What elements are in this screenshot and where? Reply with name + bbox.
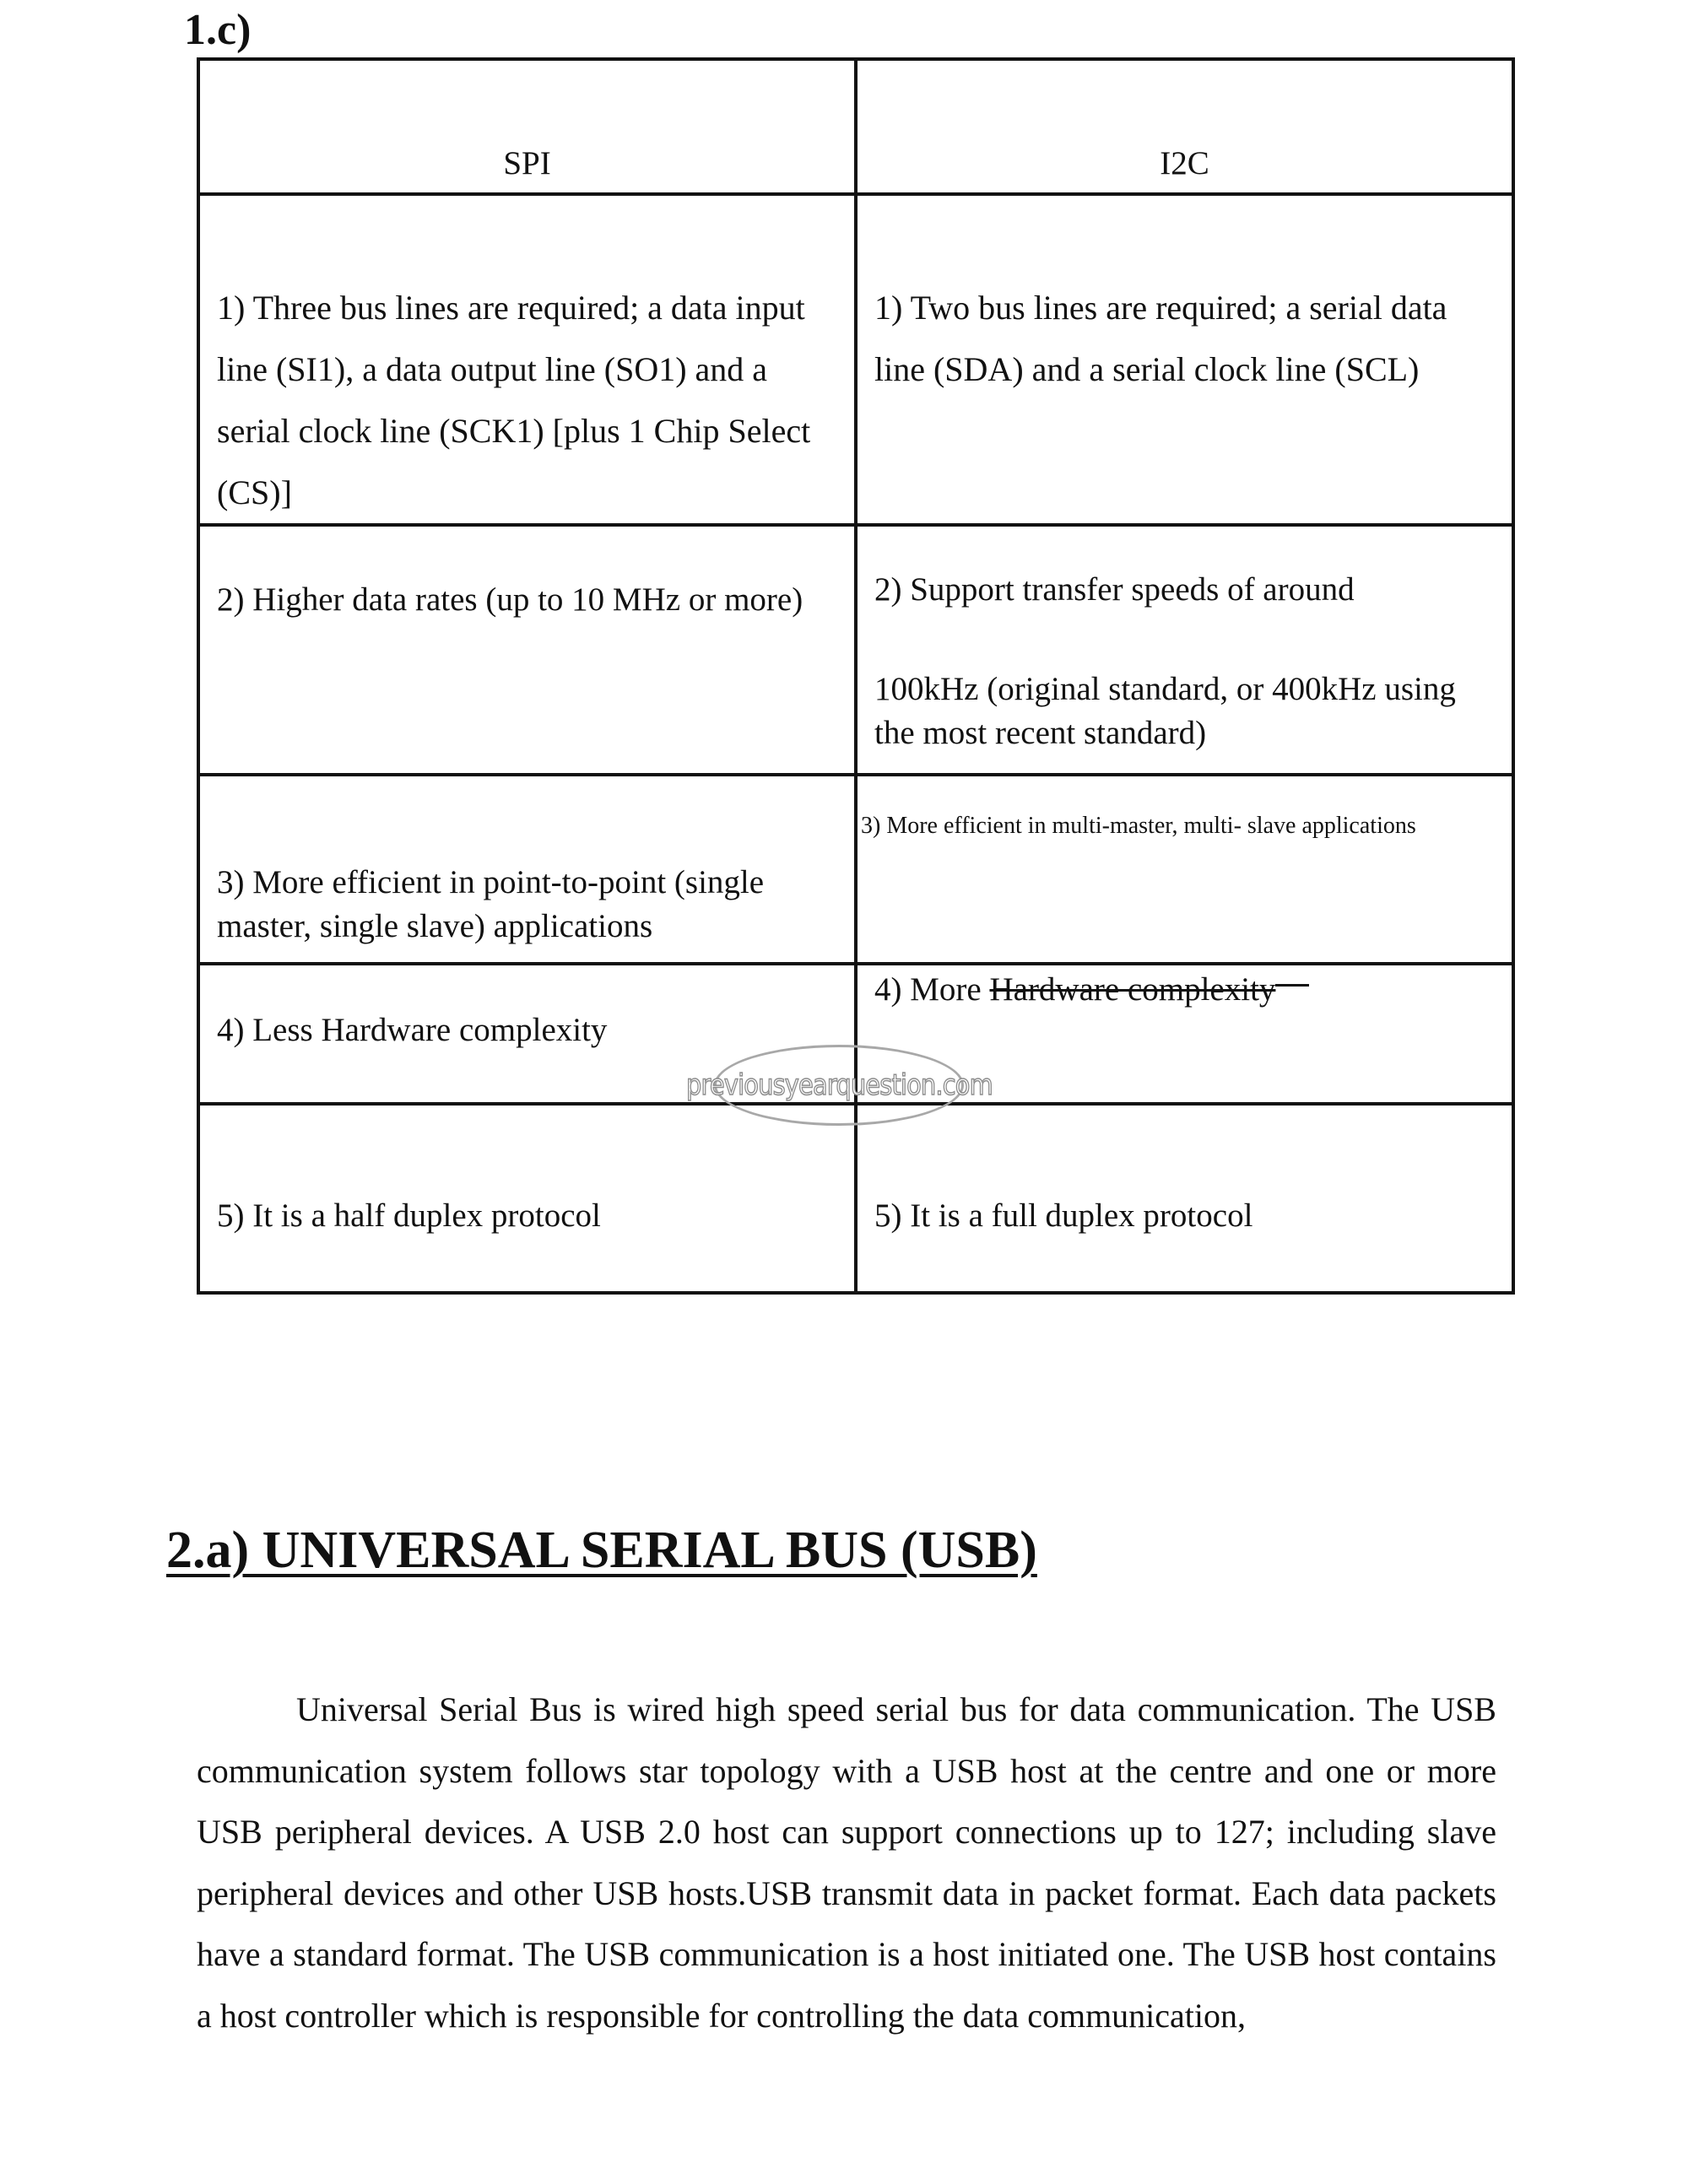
section-label: 1.c) bbox=[184, 6, 252, 54]
cell-spi bbox=[198, 1104, 856, 1293]
cell-text: 1) Two bus lines are required; a serial data line (SDA) and a serial clock line (SCL) bbox=[874, 289, 1447, 388]
body-paragraph: Universal Serial Bus is wired high speed serial bus for data communication. The USB communication system follows star topology with a USB host at the centre and one or more USB peripheral devices. A USB 2.0 host can support connections up to 127; including slave peripheral devices and other USB hosts.USB transmit data in packet format. Each data packets have a standard format. The USB communication is a host initiated one. The USB host contains a host controller which is responsible for controlling the data communication, bbox=[197, 1690, 1496, 2035]
cell-text: 2) Support transfer speeds of around bbox=[874, 571, 1355, 608]
cell-text: 5) It is a half duplex protocol bbox=[217, 1197, 601, 1234]
cell-text: 5) It is a full duplex protocol bbox=[874, 1197, 1253, 1234]
cell-spi bbox=[198, 775, 856, 964]
table-row bbox=[198, 1104, 1513, 1293]
cell-text: 1) Three bus lines are required; a data input line (SI1), a data output line (SO1) and a serial clock line (SCK1) [plus 1 Chip Select (CS)] bbox=[217, 289, 811, 511]
watermark-text: previousyearquestion.com bbox=[685, 1068, 993, 1102]
table-row bbox=[198, 194, 1513, 525]
cell-text: 4) Less Hardware complexity bbox=[217, 1012, 608, 1048]
cell-text: 3) More efficient in point-to-point (single master, single slave) applications bbox=[217, 864, 765, 944]
cell-text-prefix: 4) More bbox=[874, 971, 990, 1008]
header-i2c: I2C bbox=[856, 59, 1513, 194]
table-row bbox=[198, 775, 1513, 964]
header-spi: SPI bbox=[198, 59, 856, 194]
table-header-row bbox=[198, 59, 1513, 194]
cell-i2c bbox=[856, 194, 1513, 525]
cell-i2c bbox=[856, 525, 1513, 775]
watermark-stamp bbox=[685, 1045, 993, 1126]
struck-text: Hardware complexity bbox=[989, 971, 1276, 1008]
cell-i2c bbox=[856, 775, 1513, 964]
cell-text: 2) Higher data rates (up to 10 MHz or more) bbox=[217, 581, 803, 618]
cell-spi bbox=[198, 194, 856, 525]
cell-text bbox=[874, 965, 1495, 1010]
section-heading: 2.a) UNIVERSAL SERIAL BUS (USB) bbox=[166, 1522, 1037, 1579]
cell-text: 3) More efficient in multi-master, multi- slave applications bbox=[861, 813, 1416, 839]
cell-text-continued: 100kHz (original standard, or 400kHz using the most recent standard) bbox=[874, 670, 1456, 751]
strike-tail-line bbox=[1275, 984, 1309, 987]
cell-spi bbox=[198, 525, 856, 775]
cell-i2c bbox=[856, 1104, 1513, 1293]
table-row bbox=[198, 525, 1513, 775]
